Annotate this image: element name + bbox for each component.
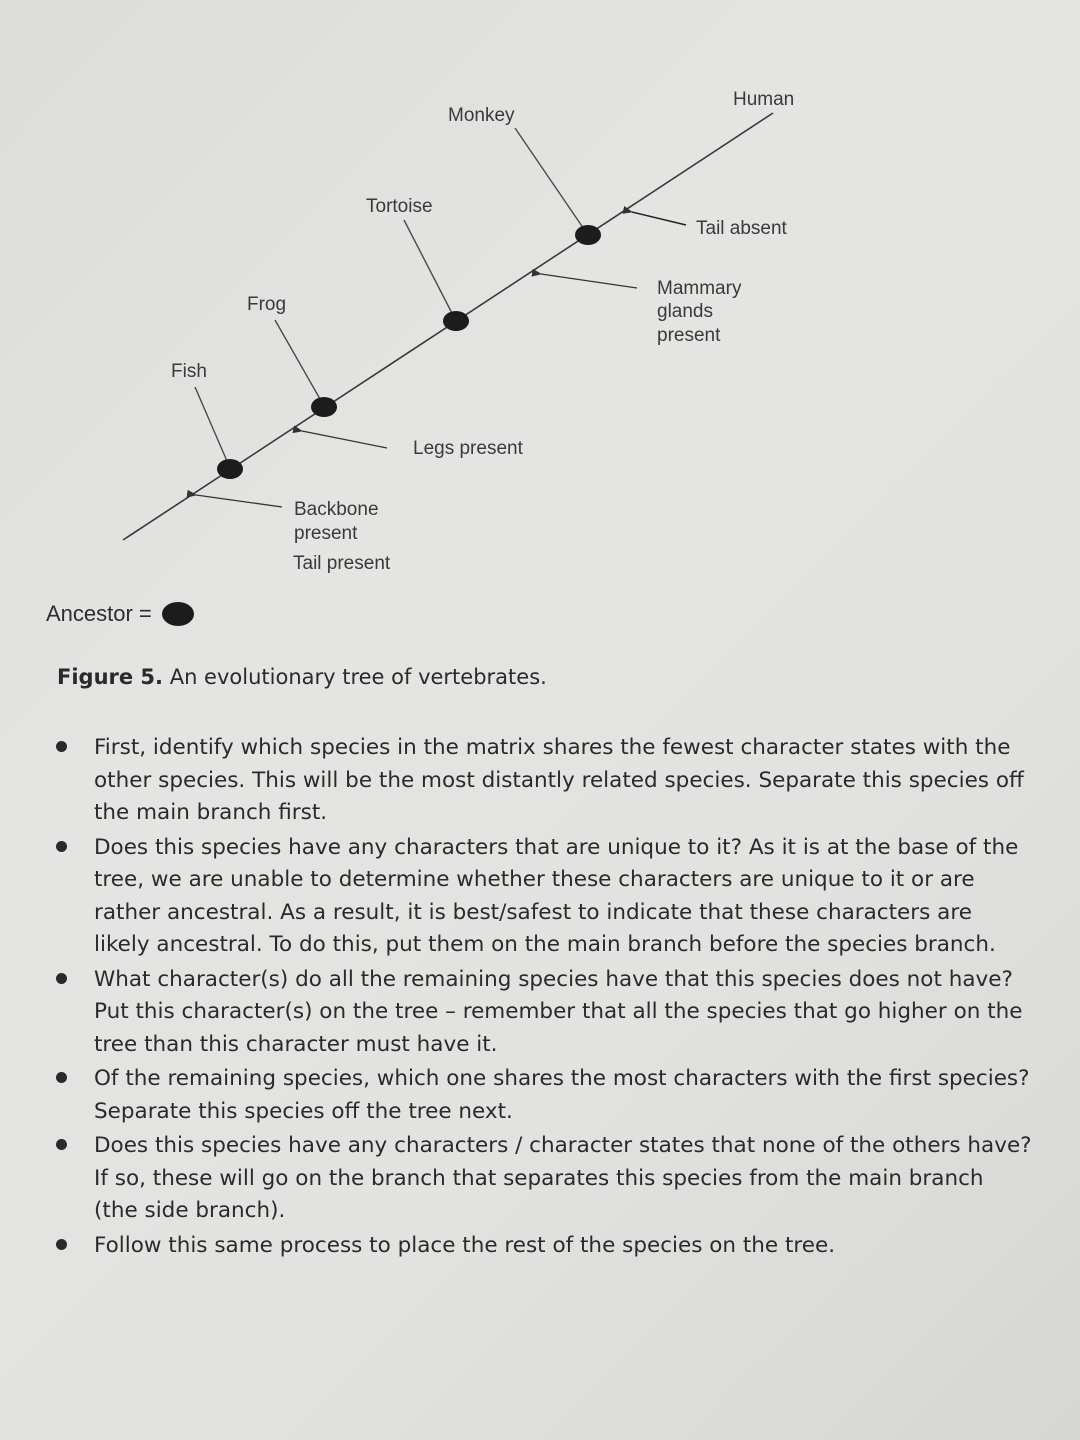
- species-label-monkey: Monkey: [448, 105, 515, 126]
- instruction-item: [48, 1130, 1033, 1228]
- bullet-icon: [56, 1072, 67, 1083]
- branch-tortoise: [404, 220, 456, 321]
- instruction-text: Does this species have any characters that are unique to it? As it is at the base of the tree, we are unable to determine whether these characters are unique to it or are rather ancestral. As a result, it is best/safest to indicate that these characters are likely ancestral. To do this, put them on the main branch before the species branch.: [94, 834, 1019, 957]
- arrow-backbone-tail: [196, 495, 282, 507]
- instruction-text: First, identify which species in the matrix shares the fewest character states with the other species. This will be the most distantly related species. Separate this species off the main branch first.: [94, 735, 1024, 825]
- character-label-tail-present: Tail present: [293, 553, 391, 574]
- instruction-item: [48, 964, 1033, 1062]
- bullet-icon: [56, 841, 67, 852]
- character-label-backbone-2: present: [294, 523, 358, 544]
- instruction-text: What character(s) do all the remaining species have that this species does not have? Put this character(s) on the tree – remember that all the species that go higher on the tree than this character must have it.: [94, 966, 1023, 1057]
- species-label-frog: Frog: [247, 294, 287, 315]
- bullet-icon: [56, 1139, 67, 1150]
- instruction-text: Follow this same process to place the rest of the species on the tree.: [94, 1232, 836, 1258]
- evolutionary-tree-diagram: [0, 0, 1080, 660]
- ancestor-node-frog: [311, 397, 337, 417]
- branch-monkey: [515, 128, 588, 235]
- figure-caption: [57, 665, 547, 689]
- ancestor-node-fish: [217, 459, 243, 479]
- figure-caption-number: Figure 5.: [57, 665, 164, 689]
- ancestor-node-tortoise: [443, 311, 469, 331]
- character-label-mammary-2: glands: [657, 301, 713, 322]
- character-label-mammary-1: Mammary: [657, 278, 742, 299]
- branch-frog: [275, 320, 324, 406]
- character-label-mammary-3: present: [657, 325, 721, 346]
- bullet-icon: [56, 1239, 67, 1250]
- character-label-tail-absent: Tail absent: [696, 218, 787, 239]
- figure-caption-text: An evolutionary tree of vertebrates.: [163, 665, 547, 689]
- ancestor-node-monkey: [575, 225, 601, 245]
- arrow-tail-absent: [632, 212, 686, 225]
- bullet-icon: [56, 741, 67, 752]
- arrow-mammary-glands: [541, 274, 637, 288]
- branch-fish: [195, 387, 230, 468]
- instruction-text: Does this species have any characters / character states that none of the others have? If so, these will go on the branch that separates this species from the main branch (the side branch).: [94, 1133, 1032, 1223]
- character-label-backbone: Backbone: [294, 499, 379, 520]
- instruction-list: [48, 732, 1033, 1264]
- species-label-fish: Fish: [171, 361, 207, 382]
- arrow-legs-present: [302, 431, 387, 448]
- ancestor-legend: [46, 598, 194, 630]
- instruction-item: [48, 1063, 1033, 1128]
- character-label-legs-present: Legs present: [413, 438, 523, 459]
- species-label-tortoise: Tortoise: [366, 196, 433, 217]
- bullet-icon: [56, 973, 67, 984]
- species-label-human: Human: [733, 89, 795, 110]
- instruction-item: [48, 732, 1033, 830]
- ancestor-legend-dot: [162, 602, 194, 626]
- instruction-text: Of the remaining species, which one shares the most characters with the first species? Separate this species off the tree next.: [94, 1066, 1030, 1124]
- ancestor-legend-label: Ancestor =: [46, 601, 152, 626]
- instruction-item: [48, 832, 1033, 962]
- instruction-item: [48, 1230, 1033, 1263]
